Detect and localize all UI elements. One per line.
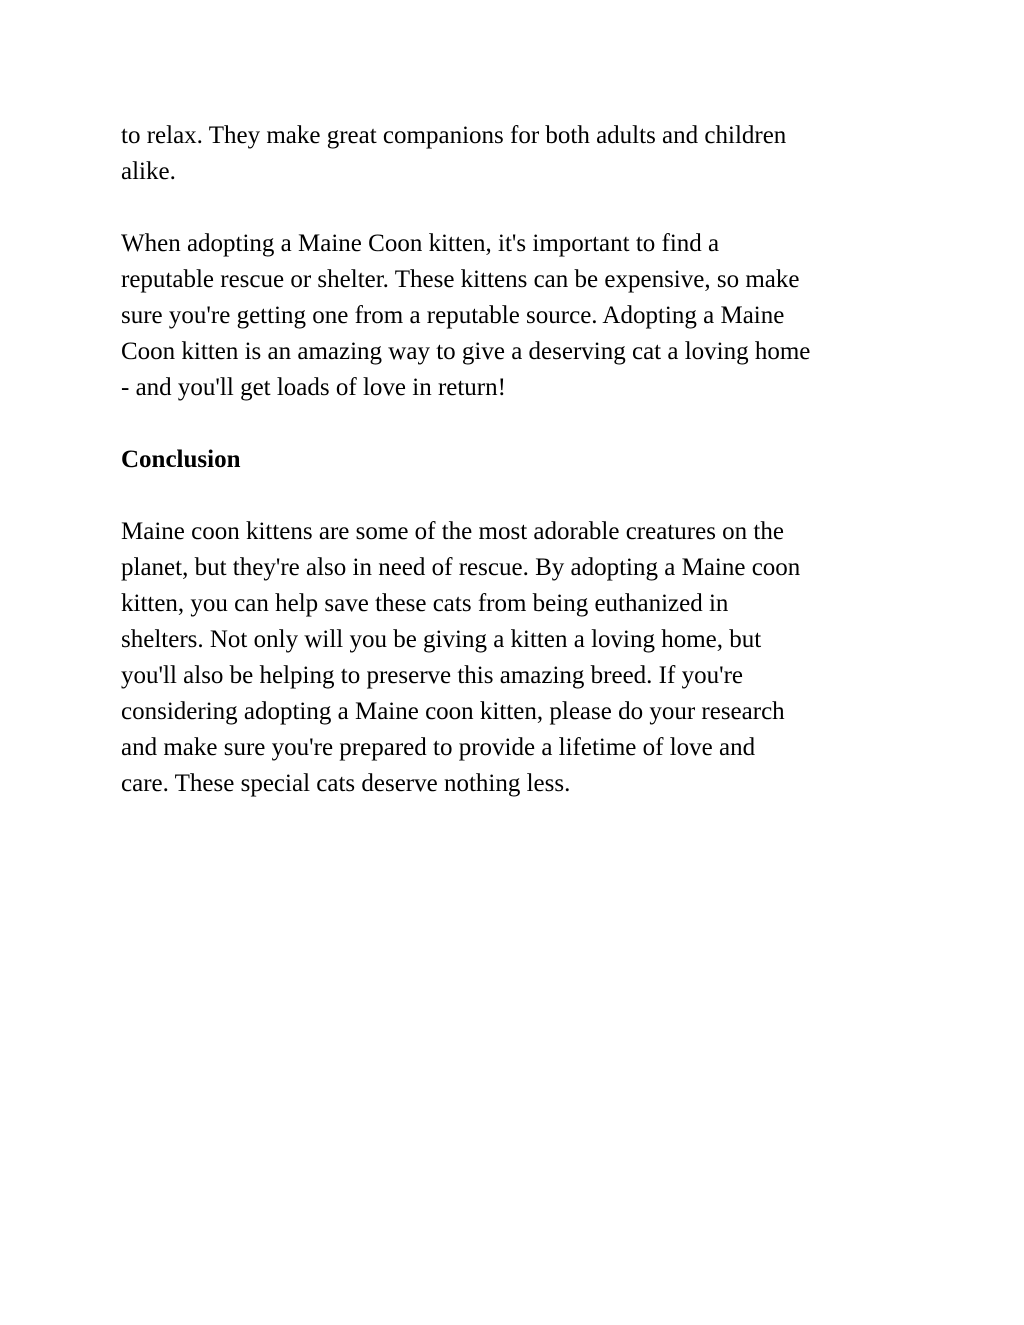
document-body <box>121 118 911 838</box>
text-line: reputable rescue or shelter. These kittens can be expensive, so make <box>121 266 800 293</box>
text-line: care. These special cats deserve nothing less. <box>121 770 571 797</box>
text-line: - and you'll get loads of love in return! <box>121 374 506 401</box>
text-line: When adopting a Maine Coon kitten, it's important to find a <box>121 230 720 257</box>
text-line: shelters. Not only will you be giving a kitten a loving home, but <box>121 626 762 653</box>
section-heading-conclusion: Conclusion <box>121 446 241 473</box>
text-line: you'll also be helping to preserve this amazing breed. If you're <box>121 662 744 689</box>
text-line: alike. <box>121 158 176 185</box>
text-line: considering adopting a Maine coon kitten, please do your research <box>121 698 785 725</box>
text-line: planet, but they're also in need of rescue. By adopting a Maine coon <box>121 554 801 581</box>
text-line: to relax. They make great companions for both adults and children <box>121 122 787 149</box>
paragraph-intro-continuation <box>121 118 911 190</box>
text-line: sure you're getting one from a reputable source. Adopting a Maine <box>121 302 785 329</box>
paragraph-adoption-advice <box>121 226 911 406</box>
text-line: Coon kitten is an amazing way to give a deserving cat a loving home <box>121 338 811 365</box>
text-line: and make sure you're prepared to provide a lifetime of love and <box>121 734 756 761</box>
text-line: kitten, you can help save these cats from being euthanized in <box>121 590 729 617</box>
paragraph-conclusion <box>121 514 911 802</box>
text-line: Maine coon kittens are some of the most adorable creatures on the <box>121 518 784 545</box>
